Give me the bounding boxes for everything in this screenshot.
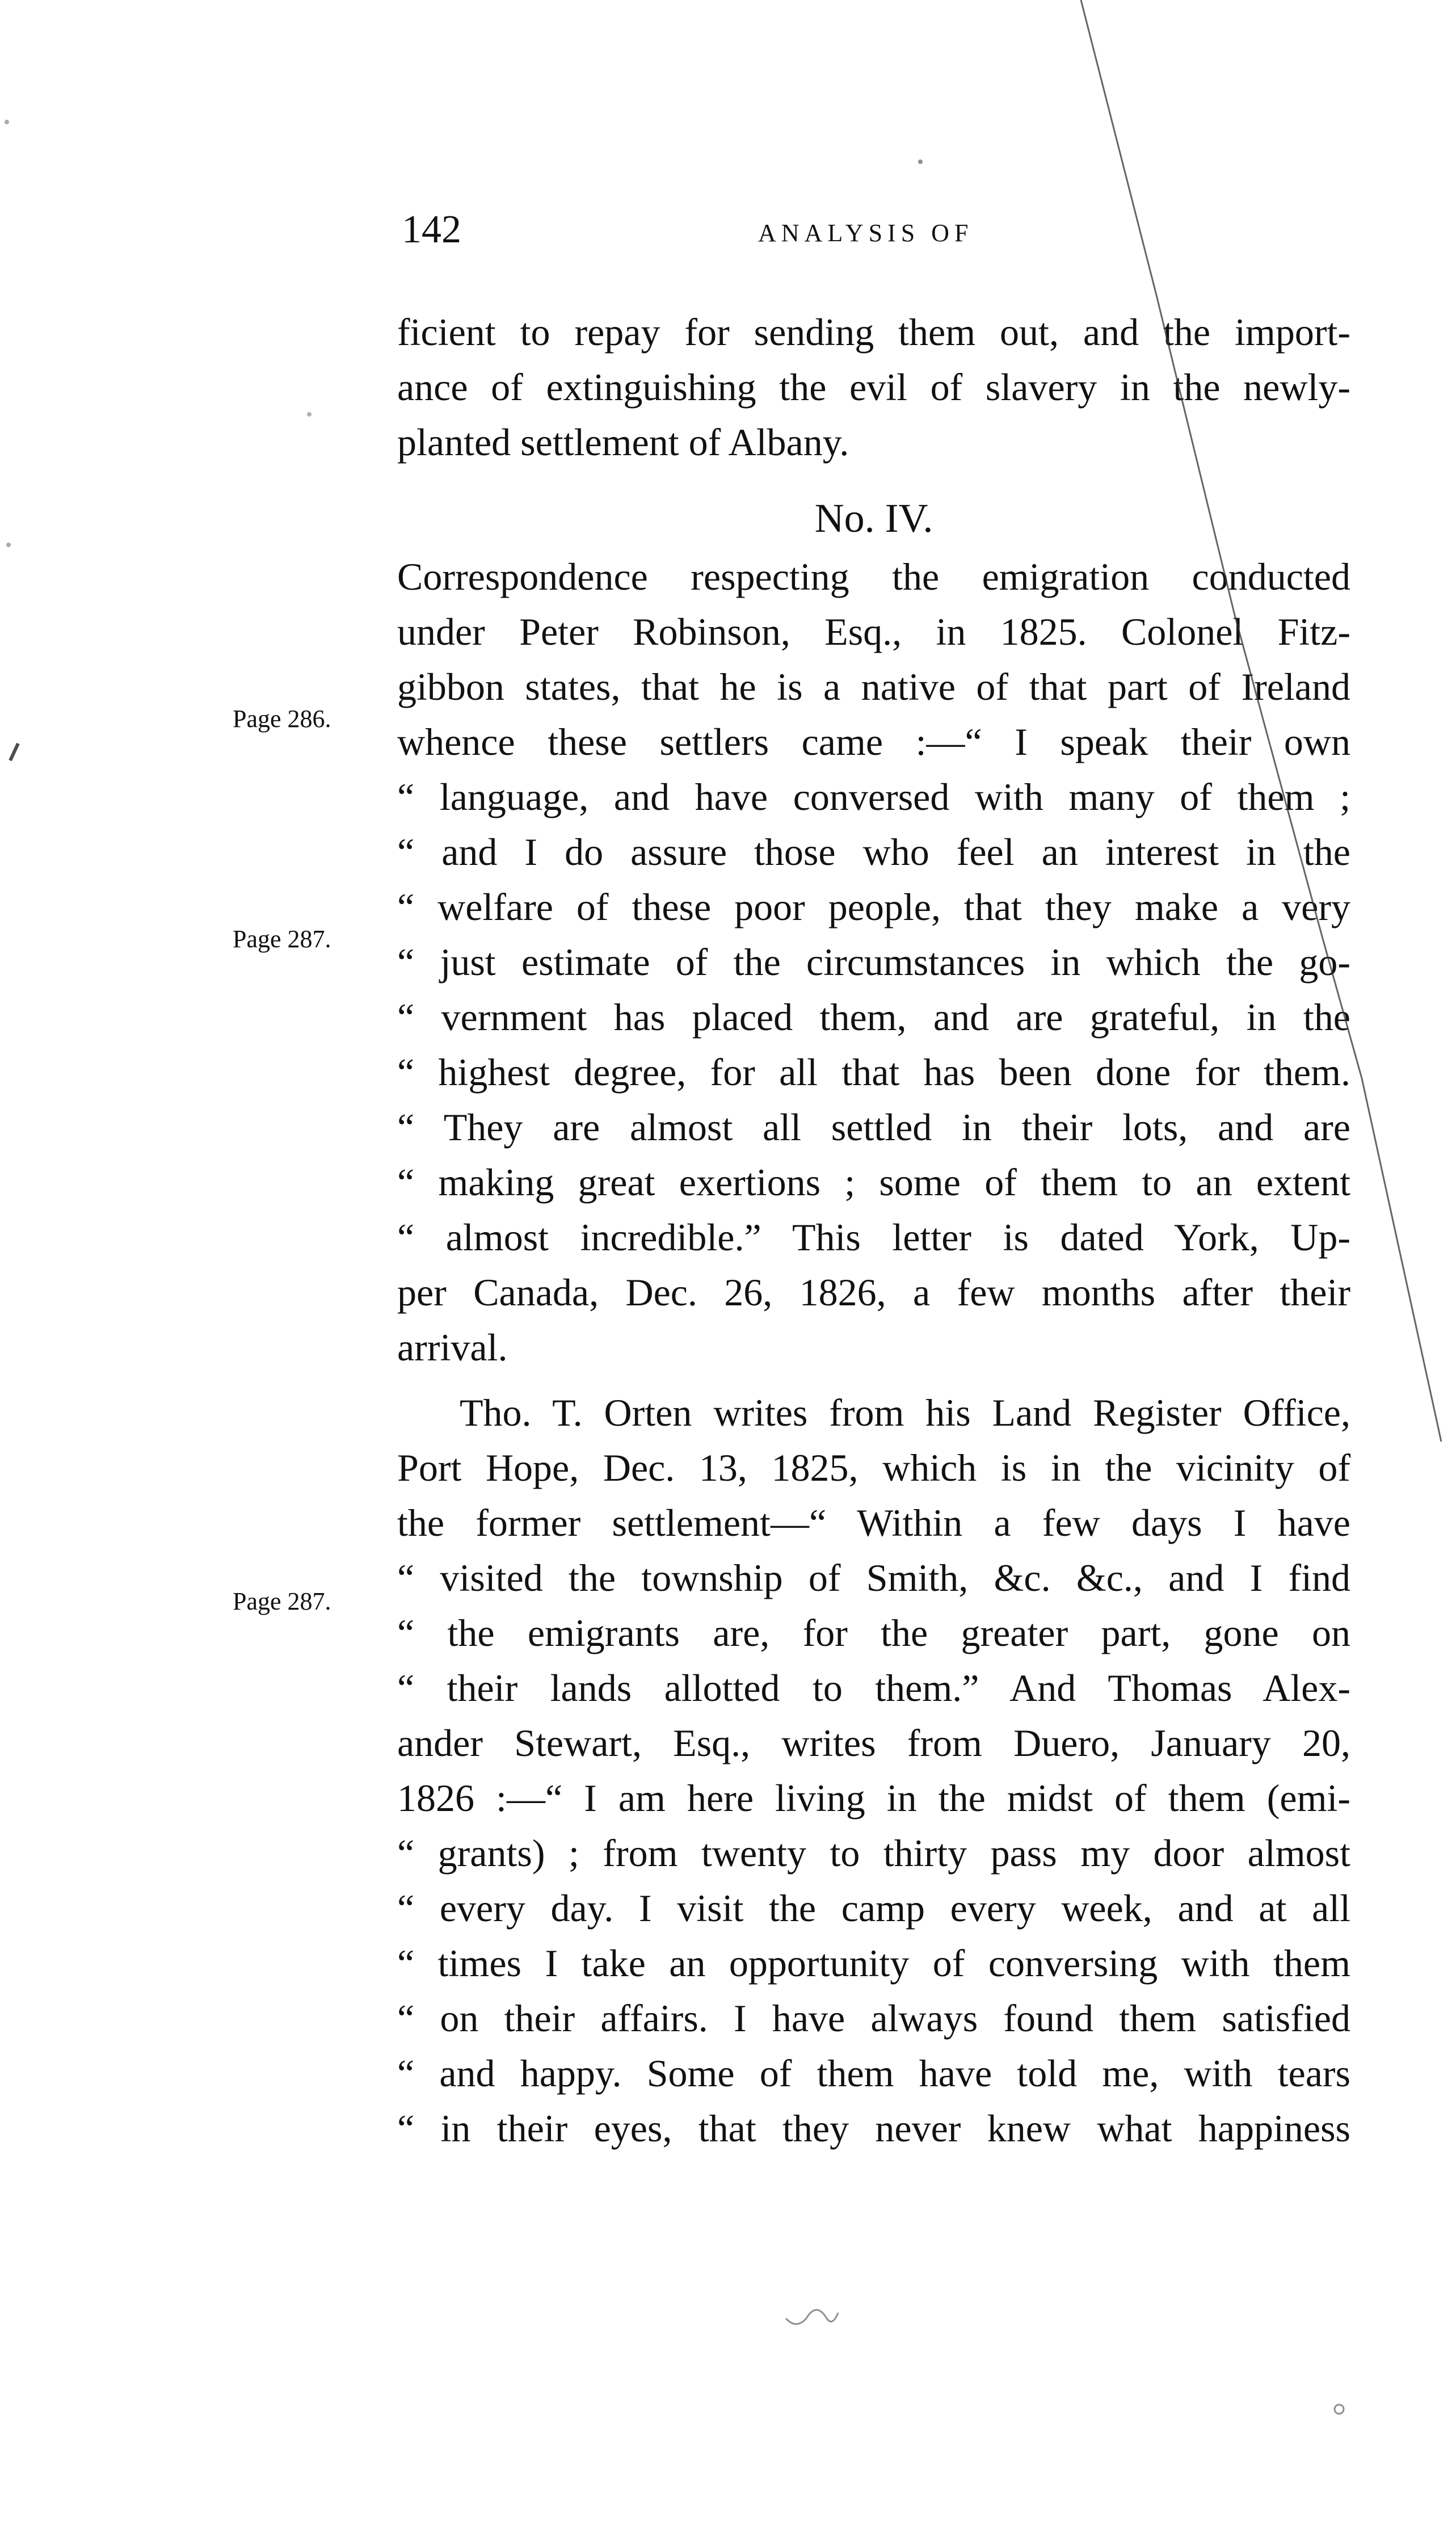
- text-line: ander Stewart, Esq., writes from Duero, January 20,: [397, 1721, 1350, 1764]
- speck-mark: [10, 743, 18, 760]
- text-line: “ and I do assure those who feel an interest in the: [397, 830, 1350, 873]
- text-line: arrival.: [397, 1326, 508, 1369]
- margin-note-page-287: Page 287.: [233, 925, 331, 953]
- text-line: whence these settlers came :—“ I speak their own: [397, 720, 1350, 763]
- speck-mark: [5, 120, 9, 124]
- text-line: Port Hope, Dec. 13, 1825, which is in the vicinity of: [397, 1446, 1350, 1489]
- section-heading: No. IV.: [814, 495, 933, 541]
- text-line: ance of extinguishing the evil of slavery in the newly-: [397, 365, 1350, 409]
- speck-mark: [1335, 2405, 1344, 2414]
- text-line: “ every day. I visit the camp every week, and at all: [397, 1886, 1350, 1930]
- running-head: ANALYSIS OF: [758, 219, 974, 247]
- text-line: 1826 :—“ I am here living in the midst of them (emi-: [397, 1776, 1350, 1820]
- text-line: per Canada, Dec. 26, 1826, a few months after their: [397, 1271, 1350, 1314]
- text-line: planted settlement of Albany.: [397, 421, 849, 464]
- text-line: “ grants) ; from twenty to thirty pass my door almost: [397, 1831, 1350, 1875]
- body-text: [397, 305, 1350, 2156]
- page-number: 142: [402, 208, 461, 251]
- text-line: “ They are almost all settled in their lots, and are: [397, 1106, 1350, 1149]
- text-line: “ their lands allotted to them.” And Thomas Alex-: [397, 1666, 1350, 1709]
- text-line: ficient to repay for sending them out, and the import-: [397, 310, 1350, 354]
- speck-mark: [918, 159, 923, 164]
- text-line: “ almost incredible.” This letter is dated York, Up-: [397, 1216, 1350, 1259]
- text-line: “ the emigrants are, for the greater part, gone on: [397, 1611, 1350, 1654]
- text-line: gibbon states, that he is a native of that part of Ireland: [397, 665, 1350, 708]
- speck-mark: [307, 412, 312, 417]
- text-line: “ highest degree, for all that has been done for them.: [397, 1051, 1350, 1094]
- text-line: “ making great exertions ; some of them to an extent: [397, 1161, 1350, 1204]
- text-line: the former settlement—“ Within a few days I have: [397, 1501, 1350, 1544]
- squiggle-mark: [786, 2310, 838, 2324]
- margin-note-page-286: Page 286.: [233, 705, 331, 733]
- text-line: Correspondence respecting the emigration conducted: [397, 555, 1350, 598]
- text-line: “ welfare of these poor people, that they make a very: [397, 885, 1350, 928]
- text-line: “ just estimate of the circumstances in which the go-: [397, 940, 1350, 984]
- text-line: “ visited the township of Smith, &c. &c., and I find: [397, 1556, 1350, 1599]
- text-line: “ and happy. Some of them have told me, with tears: [397, 2052, 1350, 2095]
- text-line: “ times I take an opportunity of conversing with them: [397, 1942, 1350, 1985]
- text-line: “ in their eyes, that they never knew what happiness: [397, 2107, 1350, 2150]
- text-line: Tho. T. Orten writes from his Land Register Office,: [460, 1391, 1350, 1434]
- text-line: “ on their affairs. I have always found them satisfied: [397, 1997, 1350, 2040]
- text-line: under Peter Robinson, Esq., in 1825. Colonel Fitz-: [397, 610, 1350, 653]
- page-header: [0, 204, 1456, 255]
- speck-mark: [6, 543, 11, 547]
- text-line: “ language, and have conversed with many of them ;: [397, 775, 1350, 818]
- margin-note-page-287-second: Page 287.: [233, 1587, 331, 1615]
- text-line: “ vernment has placed them, and are grateful, in the: [397, 995, 1350, 1039]
